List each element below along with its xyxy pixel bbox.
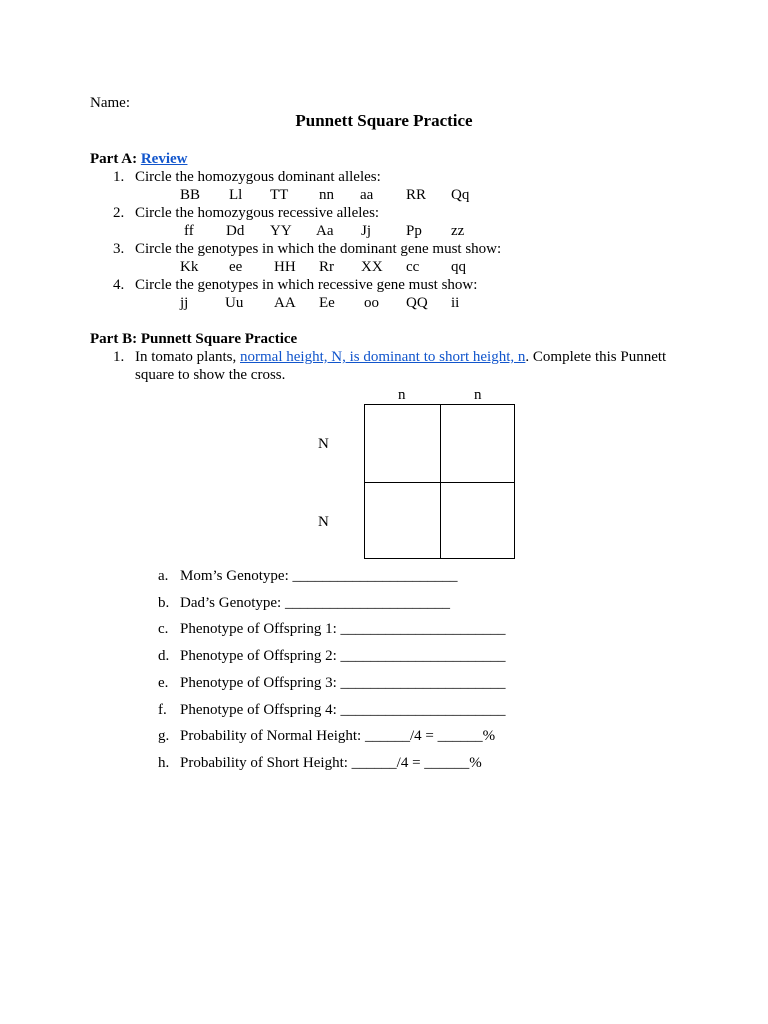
question-text-line1 (135, 348, 666, 366)
allele-option[interactable]: Qq (451, 187, 470, 203)
allele-option[interactable]: HH (274, 259, 296, 275)
allele-option[interactable]: Uu (225, 295, 244, 311)
punnett-square (364, 404, 515, 559)
allele-option[interactable]: qq (451, 259, 466, 275)
subitem-letter: a. (158, 568, 169, 584)
allele-option[interactable]: Kk (180, 259, 199, 275)
allele-option[interactable]: Ll (229, 187, 243, 203)
allele-option[interactable]: nn (319, 187, 334, 203)
question-number: 2. (113, 205, 125, 221)
page-title: Punnett Square Practice (295, 111, 473, 130)
allele-option[interactable]: Jj (361, 223, 372, 239)
question-number: 1. (113, 169, 125, 185)
punnett-cell[interactable] (441, 405, 514, 482)
allele-option[interactable]: jj (180, 295, 189, 311)
part-b-heading: Part B: Punnett Square Practice (90, 331, 298, 347)
allele-option[interactable]: ii (451, 295, 460, 311)
dominance-link[interactable]: normal height, N, is dominant to short height, n (240, 349, 526, 365)
allele-option[interactable]: cc (406, 259, 420, 275)
side-allele-label: N (318, 436, 329, 452)
question-text-after: . Complete this Punnett (525, 349, 667, 365)
allele-option[interactable]: YY (270, 223, 292, 239)
subitem-text: Mom’s Genotype: ______________________ (180, 568, 458, 584)
subitem-text: Phenotype of Offspring 3: ______________________ (180, 675, 506, 691)
allele-option[interactable]: zz (451, 223, 465, 239)
allele-option[interactable]: QQ (406, 295, 428, 311)
allele-option[interactable]: TT (270, 187, 289, 203)
subitem-text: Phenotype of Offspring 4: ______________________ (180, 702, 506, 718)
subitem-text: Phenotype of Offspring 2: ______________________ (180, 648, 506, 664)
top-allele-label: n (474, 387, 482, 403)
question-text-before: In tomato plants, (135, 349, 240, 365)
question-text: Circle the homozygous recessive alleles: (135, 205, 380, 221)
name-label: Name: (90, 95, 130, 111)
part-a-heading-row (90, 150, 187, 168)
allele-option[interactable]: aa (360, 187, 374, 203)
subitem-text: Probability of Short Height: ______/4 = ______% (180, 755, 482, 771)
punnett-cell[interactable] (365, 405, 440, 482)
punnett-cell[interactable] (365, 483, 440, 558)
allele-option[interactable]: Aa (316, 223, 334, 239)
subitem-letter: c. (158, 621, 169, 637)
subitem-text: Probability of Normal Height: ______/4 = ______% (180, 728, 496, 744)
subitem-letter: e. (158, 675, 169, 691)
allele-option[interactable]: ee (229, 259, 243, 275)
question-text: Circle the genotypes in which the dominant gene must show: (135, 241, 502, 257)
allele-option[interactable]: Dd (226, 223, 245, 239)
subitem-text: Phenotype of Offspring 1: ______________________ (180, 621, 506, 637)
allele-option[interactable]: BB (180, 187, 201, 203)
allele-option[interactable]: Pp (406, 223, 422, 239)
allele-option[interactable]: oo (364, 295, 379, 311)
punnett-cell[interactable] (441, 483, 514, 558)
side-allele-label: N (318, 514, 329, 530)
subitem-letter: h. (158, 755, 170, 771)
allele-option[interactable]: AA (274, 295, 296, 311)
question-number: 4. (113, 277, 125, 293)
question-number: 1. (113, 349, 125, 365)
question-text: Circle the genotypes in which recessive gene must show: (135, 277, 478, 293)
question-text: Circle the homozygous dominant alleles: (135, 169, 381, 185)
part-a-heading: Part A: (90, 151, 138, 167)
top-allele-label: n (398, 387, 406, 403)
allele-option[interactable]: Ee (319, 295, 335, 311)
subitem-letter: d. (158, 648, 170, 664)
question-text-line2: square to show the cross. (135, 367, 286, 383)
subitem-letter: b. (158, 595, 170, 611)
subitem-text: Dad’s Genotype: ______________________ (180, 595, 450, 611)
allele-option[interactable]: Rr (319, 259, 334, 275)
review-link[interactable]: Review (140, 151, 188, 167)
subitem-letter: g. (158, 728, 170, 744)
subitem-letter: f. (158, 702, 167, 718)
allele-option[interactable]: RR (406, 187, 427, 203)
allele-option[interactable]: ff (184, 223, 194, 239)
allele-option[interactable]: XX (361, 259, 383, 275)
question-number: 3. (113, 241, 125, 257)
